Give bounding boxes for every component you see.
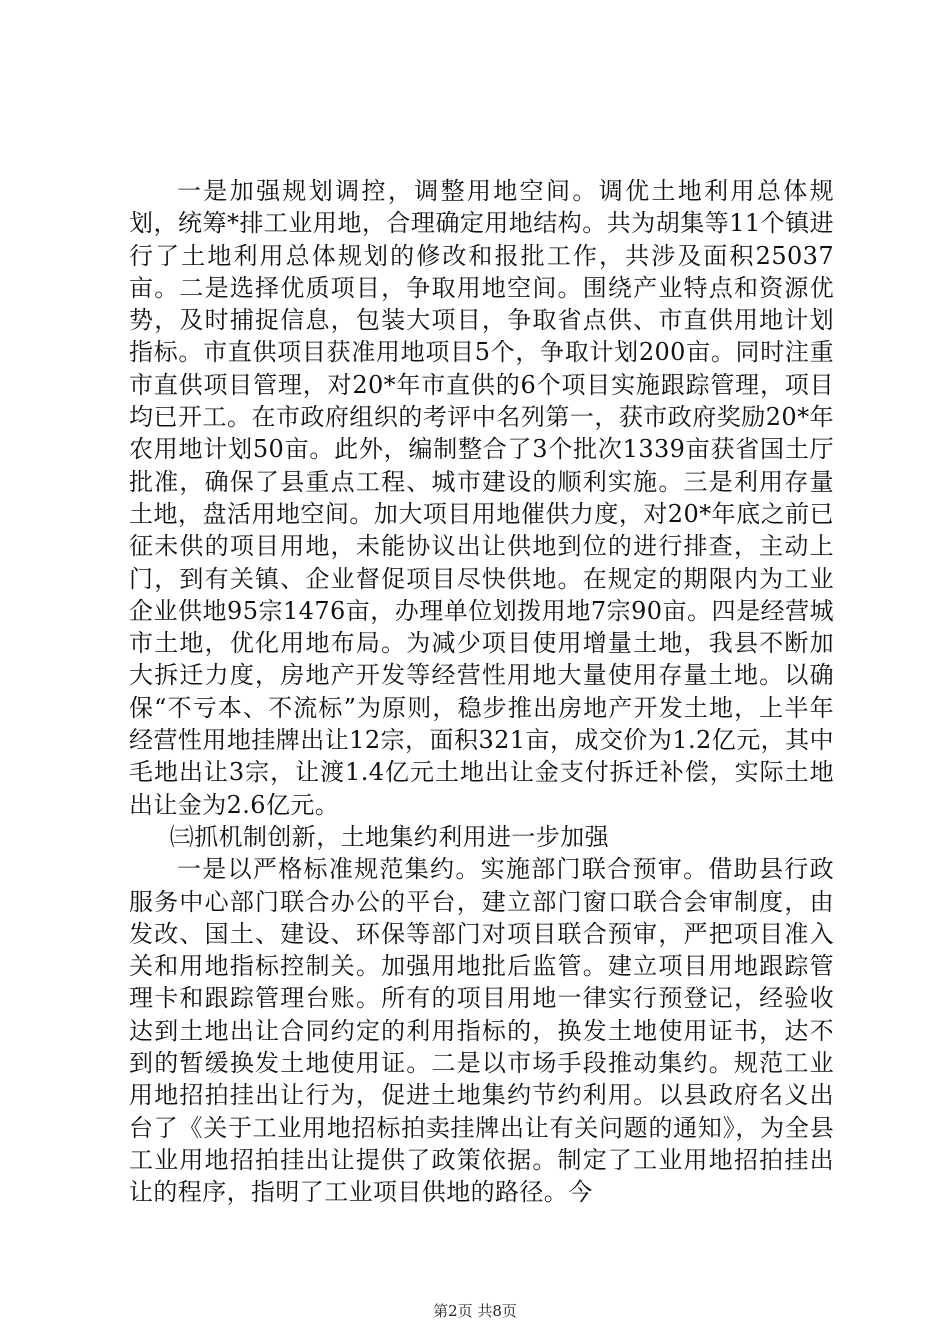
page-footer: 第2页 共8页 [433, 1302, 517, 1320]
paragraph-intensive-use: 一是以严格标准规范集约。实施部门联合预审。借助县行政服务中心部门联合办公的平台，建立部门窗口联合会审制度，由发改、国土、建设、环保等部门对项目联合预审，严把项目准入关和用地指标控制关。加强用地批后监管。建立项目用地跟踪管理卡和跟踪管理台账。所有的项目用地一律实行预登记，经验收达到土地出让合同约定的利用指标的，换发土地使用证书，达不到的暂缓换发土地使用证。二是以市场手段推动集约。规范工业用地招拍挂出让行为，促进土地集约节约利用。以县政府名义出台了《关于工业用地招标拍卖挂牌出让有关问题的通知》，为全县工业用地招拍挂出让提供了政策依据。制定了工业用地招拍挂出让的程序，指明了工业项目供地的路径。今 [129, 855, 834, 1207]
section-heading-mechanism-innovation: ㈢抓机制创新，土地集约利用进一步加强 [169, 822, 609, 851]
document-body [129, 175, 834, 1209]
paragraph-land-planning: 一是加强规划调控，调整用地空间。调优土地利用总体规划，统筹*排工业用地，合理确定用地结构。共为胡集等11个镇进行了土地利用总体规划的修改和报批工作，共涉及面积25037亩。二是选择优质项目，争取用地空间。围绕产业特点和资源优势，及时捕捉信息，包装大项目，争取省点供、市直供用地计划指标。市直供项目获准用地项目5个，争取计划200亩。同时注重市直供项目管理，对20*年市直供的6个项目实施跟踪管理，项目均已开工。在市政府组织的考评中名列第一，获市政府奖励20*年农用地计划50亩。此外，编制整合了3个批次1339亩获省国土厅批准，确保了县重点工程、城市建设的顺利实施。三是利用存量土地，盘活用地空间。加大项目用地催供力度，对20*年底之前已征未供的项目用地，未能协议出让供地到位的进行排查，主动上门，到有关镇、企业督促项目尽快供地。在规定的期限内为工业企业供地95宗1476亩，办理单位划拨用地7宗90亩。四是经营城市土地，优化用地布局。为减少项目使用增量土地，我县不断加大拆迁力度，房地产开发等经营性用地大量使用存量土地。以确保“不亏本、不流标”为原则，稳步推出房地产开发土地，上半年经营性用地挂牌出让12宗，面积321亩，成交价为1.2亿元，其中毛地出让3宗，让渡1.4亿元土地出让金支付拆迁补偿，实际土地出让金为2.6亿元。 [129, 177, 834, 819]
